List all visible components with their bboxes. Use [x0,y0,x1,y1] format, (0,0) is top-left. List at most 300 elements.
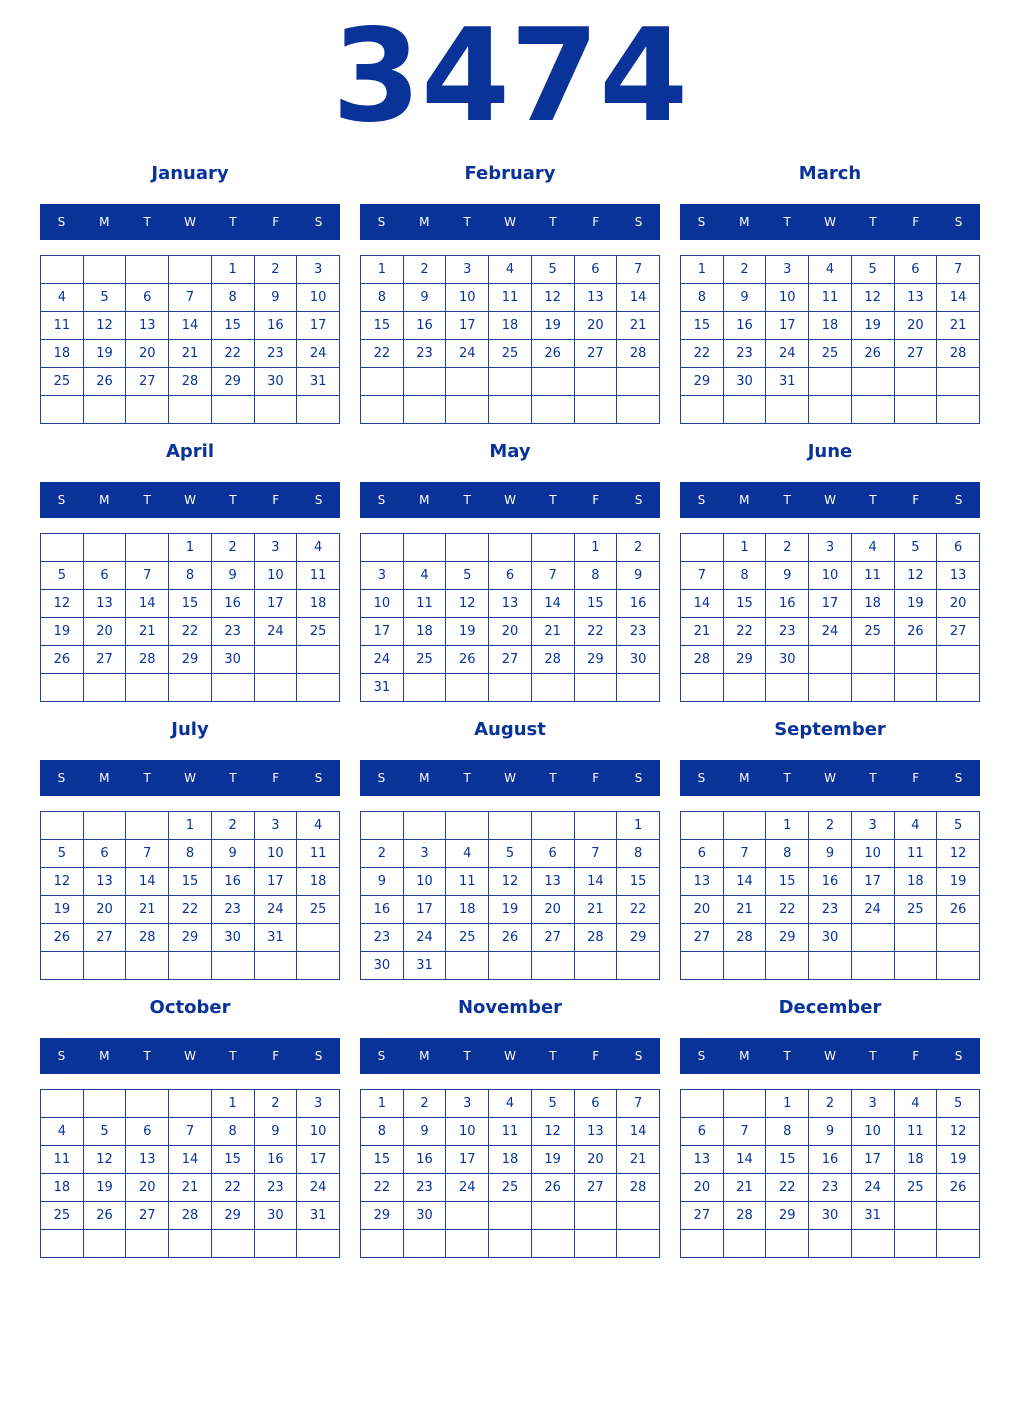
day-cell [851,674,894,702]
day-cell: 13 [126,312,169,340]
week-row [41,618,340,646]
day-cell: 6 [937,534,980,562]
weekday-label: M [99,493,110,507]
weekday-label: S [377,1049,386,1063]
day-grid [40,1089,340,1258]
day-cell: 31 [851,1202,894,1230]
day-cell [766,674,809,702]
day-cell: 11 [297,562,340,590]
day-cell: 14 [681,590,724,618]
day-cell [169,1090,212,1118]
day-cell: 13 [574,284,617,312]
day-cell: 10 [766,284,809,312]
day-cell: 2 [403,256,446,284]
day-cell [361,368,404,396]
week-row [41,674,340,702]
day-cell: 9 [617,562,660,590]
day-cell [489,534,532,562]
day-cell: 21 [617,312,660,340]
day-cell: 9 [211,840,254,868]
day-cell [531,368,574,396]
day-cell: 7 [169,1118,212,1146]
day-cell: 23 [809,1174,852,1202]
day-grid [360,255,660,424]
day-cell [937,396,980,424]
day-cell: 10 [361,590,404,618]
day-cell: 9 [403,1118,446,1146]
day-cell: 10 [254,562,297,590]
day-cell: 1 [681,256,724,284]
day-cell: 27 [574,340,617,368]
day-cell: 19 [83,340,126,368]
day-cell: 14 [126,868,169,896]
day-cell: 30 [254,1202,297,1230]
day-cell: 26 [83,368,126,396]
day-cell: 7 [617,1090,660,1118]
day-cell: 20 [681,896,724,924]
day-cell: 14 [617,1118,660,1146]
day-cell: 17 [851,868,894,896]
day-cell: 7 [169,284,212,312]
day-cell [489,1230,532,1258]
day-cell [809,396,852,424]
week-row [41,1174,340,1202]
weekday-label: M [739,771,750,785]
day-cell: 4 [489,1090,532,1118]
weekday-label: W [824,771,836,785]
day-cell: 8 [361,284,404,312]
month-name: October [149,997,231,1018]
day-cell [617,1202,660,1230]
day-cell: 19 [531,1146,574,1174]
day-cell [894,1202,937,1230]
day-cell: 16 [254,1146,297,1174]
week-row [41,340,340,368]
weekday-header [40,760,340,796]
day-cell [169,256,212,284]
weekday-label: T [869,1049,877,1063]
day-cell: 8 [211,284,254,312]
weekday-label: W [184,771,196,785]
day-cell [531,534,574,562]
day-cell: 20 [574,312,617,340]
week-row [681,312,980,340]
day-cell: 28 [574,924,617,952]
weekday-label: S [314,771,323,785]
day-cell: 20 [574,1146,617,1174]
month-name: December [778,997,882,1018]
day-cell: 10 [809,562,852,590]
day-cell: 29 [766,924,809,952]
day-cell: 17 [446,312,489,340]
day-cell: 9 [809,1118,852,1146]
day-cell [766,952,809,980]
day-cell: 25 [446,924,489,952]
day-cell: 15 [169,590,212,618]
day-cell: 5 [894,534,937,562]
day-cell: 19 [41,896,84,924]
weekday-label: M [419,215,430,229]
weekday-label: F [272,493,280,507]
day-cell: 9 [361,868,404,896]
day-cell: 12 [489,868,532,896]
day-cell: 15 [617,868,660,896]
weekday-label: F [272,215,280,229]
day-cell: 27 [574,1174,617,1202]
day-cell [126,396,169,424]
weekday-header [680,204,980,240]
day-cell: 23 [361,924,404,952]
day-cell: 12 [446,590,489,618]
week-row [681,618,980,646]
day-cell: 3 [851,812,894,840]
day-cell: 3 [254,534,297,562]
weekday-label: W [184,215,196,229]
day-cell [126,674,169,702]
day-cell: 5 [531,256,574,284]
day-cell: 4 [41,1118,84,1146]
day-cell: 27 [83,924,126,952]
day-cell: 21 [617,1146,660,1174]
weekday-label: T [549,771,557,785]
day-cell: 1 [169,812,212,840]
weekday-label: S [634,493,643,507]
day-cell: 26 [41,646,84,674]
day-cell: 24 [297,340,340,368]
day-cell [41,952,84,980]
week-row [681,896,980,924]
day-cell: 4 [297,534,340,562]
day-cell [937,674,980,702]
weekday-header [360,760,660,796]
day-cell: 18 [809,312,852,340]
day-cell: 6 [126,1118,169,1146]
day-cell [937,1230,980,1258]
day-cell: 15 [211,1146,254,1174]
day-cell: 25 [297,896,340,924]
day-cell: 20 [894,312,937,340]
weekday-label: M [419,493,430,507]
weekday-label: M [419,1049,430,1063]
day-cell: 16 [809,868,852,896]
weekday-label: T [783,771,791,785]
day-cell: 26 [83,1202,126,1230]
weekday-label: S [634,771,643,785]
day-cell: 31 [766,368,809,396]
weekday-label: S [697,1049,706,1063]
week-row [681,868,980,896]
day-cell: 29 [617,924,660,952]
day-cell: 2 [766,534,809,562]
day-cell: 19 [937,1146,980,1174]
day-cell: 14 [723,1146,766,1174]
week-row [41,924,340,952]
day-cell: 2 [361,840,404,868]
day-cell: 30 [809,924,852,952]
weekday-label: T [549,1049,557,1063]
day-cell: 10 [446,284,489,312]
day-cell: 23 [766,618,809,646]
weekday-label: T [143,1049,151,1063]
day-cell: 20 [126,340,169,368]
day-cell: 14 [126,590,169,618]
day-cell [937,1202,980,1230]
day-cell [489,368,532,396]
day-cell [894,368,937,396]
day-cell: 20 [937,590,980,618]
day-cell: 14 [574,868,617,896]
day-cell: 31 [361,674,404,702]
day-cell: 12 [937,1118,980,1146]
day-cell [211,1230,254,1258]
day-cell: 2 [254,1090,297,1118]
weekday-label: T [549,493,557,507]
day-cell: 16 [617,590,660,618]
day-cell: 7 [126,562,169,590]
day-cell: 5 [937,1090,980,1118]
day-cell: 12 [41,868,84,896]
day-cell: 23 [254,340,297,368]
weekday-label: S [954,771,963,785]
weekday-header [680,760,980,796]
day-cell: 16 [211,590,254,618]
day-cell: 1 [361,1090,404,1118]
day-cell: 10 [403,868,446,896]
day-cell: 19 [489,896,532,924]
day-cell: 22 [169,896,212,924]
day-cell: 26 [531,1174,574,1202]
day-cell [574,812,617,840]
day-cell: 24 [851,1174,894,1202]
day-cell: 12 [41,590,84,618]
week-row [361,646,660,674]
day-cell [126,952,169,980]
week-row [681,534,980,562]
day-grid [360,811,660,980]
day-cell [617,674,660,702]
day-cell: 13 [681,1146,724,1174]
day-cell: 22 [211,340,254,368]
day-cell: 31 [254,924,297,952]
weekday-label: F [912,1049,920,1063]
day-cell [126,534,169,562]
day-cell: 12 [83,312,126,340]
day-cell [361,812,404,840]
week-row [361,256,660,284]
day-cell [851,952,894,980]
day-cell: 19 [446,618,489,646]
day-cell: 29 [574,646,617,674]
day-cell: 15 [766,1146,809,1174]
day-cell: 2 [211,812,254,840]
day-cell: 3 [403,840,446,868]
month-name: February [464,163,556,184]
day-cell: 9 [254,1118,297,1146]
week-row [41,284,340,312]
day-cell: 22 [361,340,404,368]
week-row [361,674,660,702]
day-cell: 23 [723,340,766,368]
day-cell: 3 [446,256,489,284]
week-row [41,840,340,868]
day-cell: 13 [894,284,937,312]
day-cell: 14 [617,284,660,312]
day-cell: 12 [531,1118,574,1146]
day-cell [681,812,724,840]
week-row [41,368,340,396]
day-cell [297,1230,340,1258]
week-row [41,562,340,590]
day-cell: 4 [894,812,937,840]
day-cell: 13 [937,562,980,590]
day-cell: 24 [361,646,404,674]
day-cell: 3 [446,1090,489,1118]
day-cell: 11 [41,312,84,340]
day-cell: 29 [211,368,254,396]
day-cell: 22 [617,896,660,924]
day-cell: 29 [169,924,212,952]
week-row [41,896,340,924]
day-cell: 15 [723,590,766,618]
week-row [41,1230,340,1258]
weekday-label: T [869,215,877,229]
weekday-label: S [697,215,706,229]
day-cell [446,812,489,840]
day-cell [489,396,532,424]
day-cell: 6 [126,284,169,312]
day-cell [617,368,660,396]
day-cell [937,646,980,674]
week-row [361,924,660,952]
day-cell: 19 [851,312,894,340]
weekday-label: T [143,771,151,785]
day-cell: 3 [254,812,297,840]
weekday-label: S [954,1049,963,1063]
day-cell: 6 [83,840,126,868]
day-cell: 11 [894,1118,937,1146]
week-row [41,1202,340,1230]
day-cell [403,534,446,562]
day-cell [297,952,340,980]
day-cell: 24 [766,340,809,368]
day-cell: 19 [83,1174,126,1202]
day-cell: 5 [83,1118,126,1146]
day-cell: 27 [531,924,574,952]
day-cell: 11 [489,1118,532,1146]
weekday-label: T [463,1049,471,1063]
day-cell: 11 [489,284,532,312]
weekday-label: M [739,215,750,229]
day-cell: 29 [211,1202,254,1230]
day-grid [680,1089,980,1258]
day-cell: 1 [617,812,660,840]
day-cell [809,646,852,674]
weekday-label: T [143,215,151,229]
day-cell: 27 [126,1202,169,1230]
day-cell: 2 [403,1090,446,1118]
day-cell [617,1230,660,1258]
day-cell: 8 [211,1118,254,1146]
week-row [361,312,660,340]
week-row [681,284,980,312]
day-cell: 17 [297,1146,340,1174]
weekday-label: S [954,493,963,507]
day-cell: 30 [766,646,809,674]
day-cell: 11 [894,840,937,868]
weekday-label: M [99,771,110,785]
day-cell: 18 [41,1174,84,1202]
day-cell [211,674,254,702]
weekday-label: M [739,493,750,507]
day-cell: 19 [41,618,84,646]
weekday-label: M [419,771,430,785]
day-cell: 14 [169,312,212,340]
day-cell [531,812,574,840]
day-cell: 3 [297,1090,340,1118]
day-cell: 26 [894,618,937,646]
day-cell [681,534,724,562]
day-cell: 30 [211,924,254,952]
week-row [681,340,980,368]
day-cell [681,1230,724,1258]
day-cell: 28 [126,924,169,952]
day-cell [403,368,446,396]
day-cell: 29 [723,646,766,674]
weekday-label: F [272,771,280,785]
day-cell [617,396,660,424]
week-row [361,562,660,590]
day-cell: 22 [574,618,617,646]
day-cell [297,646,340,674]
day-cell: 16 [403,1146,446,1174]
day-cell: 2 [211,534,254,562]
day-cell: 17 [766,312,809,340]
week-row [361,1118,660,1146]
day-cell: 16 [254,312,297,340]
week-row [681,562,980,590]
day-cell: 14 [937,284,980,312]
day-cell: 11 [297,840,340,868]
week-row [361,840,660,868]
day-cell: 31 [403,952,446,980]
weekday-label: F [592,771,600,785]
day-cell: 5 [851,256,894,284]
day-cell [446,396,489,424]
day-cell: 7 [681,562,724,590]
day-cell: 22 [766,896,809,924]
day-cell: 10 [446,1118,489,1146]
week-row [41,534,340,562]
day-cell: 15 [766,868,809,896]
day-cell: 17 [254,590,297,618]
day-cell [809,368,852,396]
day-cell [83,952,126,980]
day-cell [723,952,766,980]
day-cell: 20 [681,1174,724,1202]
day-cell: 29 [766,1202,809,1230]
day-cell [403,1230,446,1258]
day-cell: 14 [531,590,574,618]
day-cell: 4 [489,256,532,284]
day-cell [851,646,894,674]
day-cell: 27 [681,1202,724,1230]
day-cell: 19 [531,312,574,340]
weekday-header [360,482,660,518]
day-cell [723,1090,766,1118]
weekday-label: S [377,771,386,785]
day-cell: 8 [169,840,212,868]
week-row [361,896,660,924]
